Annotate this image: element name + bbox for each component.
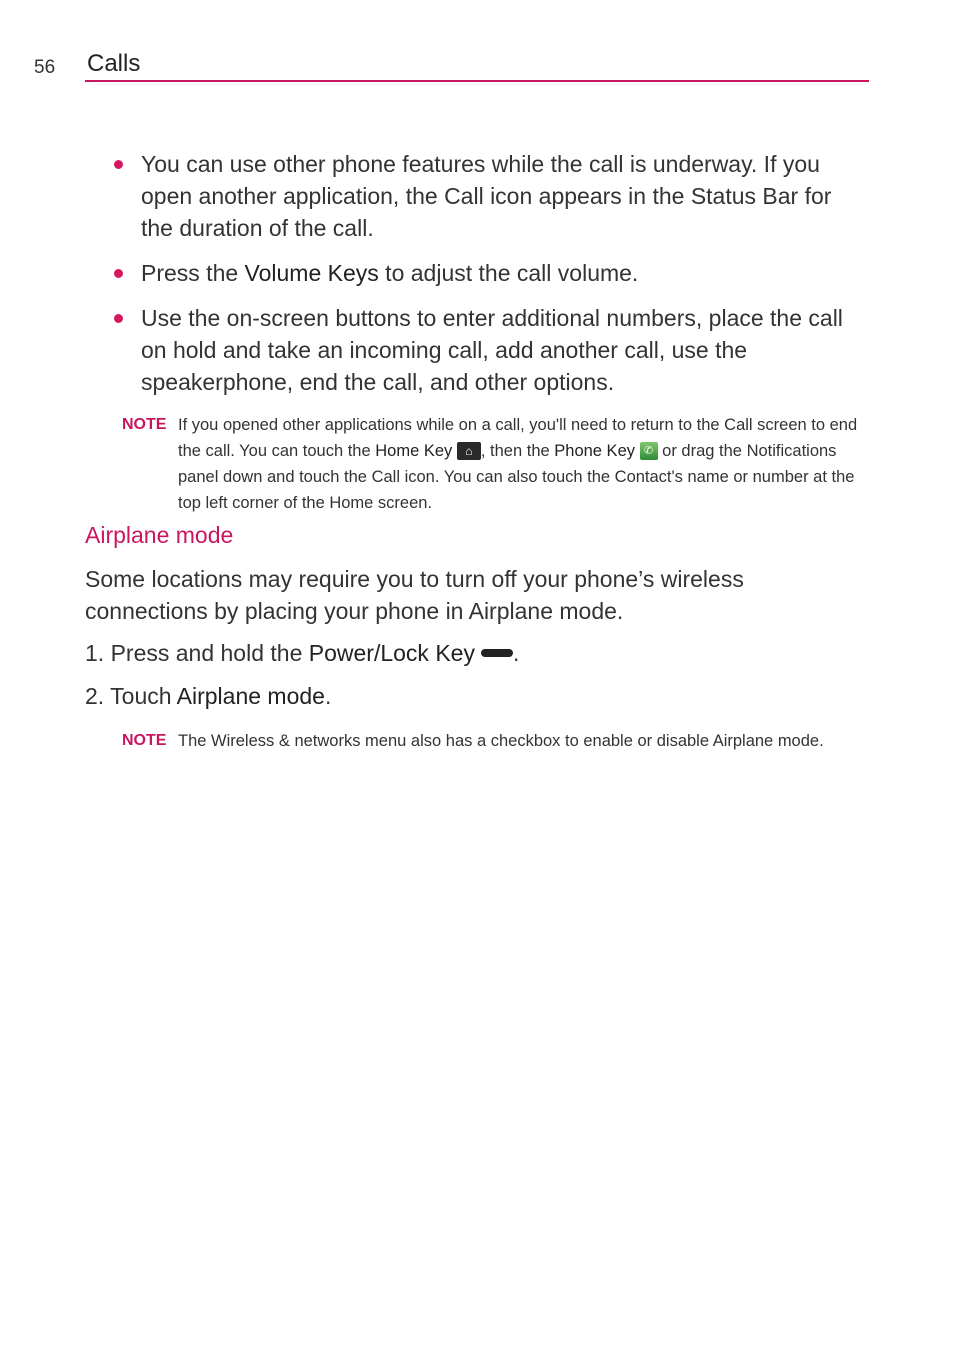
section-title: Airplane mode [85, 522, 234, 548]
header-rule [85, 80, 869, 82]
bullet-text: to adjust the call volume. [378, 260, 639, 286]
page-number: 56 [34, 57, 56, 78]
note-label: NOTE [122, 416, 167, 433]
list-item [141, 148, 861, 244]
bullet-list [141, 148, 861, 411]
phone-key-icon [640, 442, 658, 460]
step-text: . [324, 683, 332, 709]
power-lock-key-label: Power/Lock Key [308, 640, 475, 666]
bullet-text: Press the [141, 260, 245, 286]
phone-key-label: Phone Key [554, 442, 635, 460]
volume-keys-label: Volume Keys [244, 260, 379, 286]
note-label: NOTE [122, 732, 167, 749]
list-item [141, 257, 861, 289]
step-text: 2. Touch [85, 683, 177, 709]
note-airplane [122, 728, 868, 754]
bullet-dot [114, 160, 123, 169]
step-2 [85, 683, 331, 710]
home-key-icon [457, 442, 481, 460]
airplane-mode-label: Airplane mode [176, 683, 325, 709]
home-key-label: Home Key [375, 442, 453, 460]
note-call-screen [122, 412, 868, 516]
step-text: 1. Press and hold the [85, 640, 309, 666]
bullet-dot [114, 314, 123, 323]
chapter-title: Calls [87, 50, 141, 77]
bullet-dot [114, 269, 123, 278]
step-1 [85, 640, 519, 667]
bullet-text: Use the on-screen buttons to enter additional numbers, place the call on hold and take an incoming call, add another call, use the speakerphone, end the call, and other options. [141, 305, 843, 395]
note-body [178, 412, 868, 516]
note-text: , then the [480, 442, 555, 460]
note-text: or drag the Notifications panel down and touch the Call icon. You can also touch the Contact's name or number at the top left corner of the Home screen. [178, 442, 855, 512]
section-intro: Some locations may require you to turn off your phone’s wireless connections by placing your phone in Airplane mode. [85, 566, 744, 624]
note-body: The Wireless & networks menu also has a checkbox to enable or disable Airplane mode. [178, 732, 824, 750]
bullet-text: You can use other phone features while the call is underway. If you open another application, the Call icon appears in the Status Bar for the duration of the call. [141, 151, 832, 241]
step-text: . [512, 640, 520, 666]
note-text: If you opened other applications while on a call, you'll need to return to the Call screen to end the call. You can touch the [178, 416, 858, 460]
list-item [141, 302, 861, 398]
power-lock-key-icon [481, 649, 513, 657]
